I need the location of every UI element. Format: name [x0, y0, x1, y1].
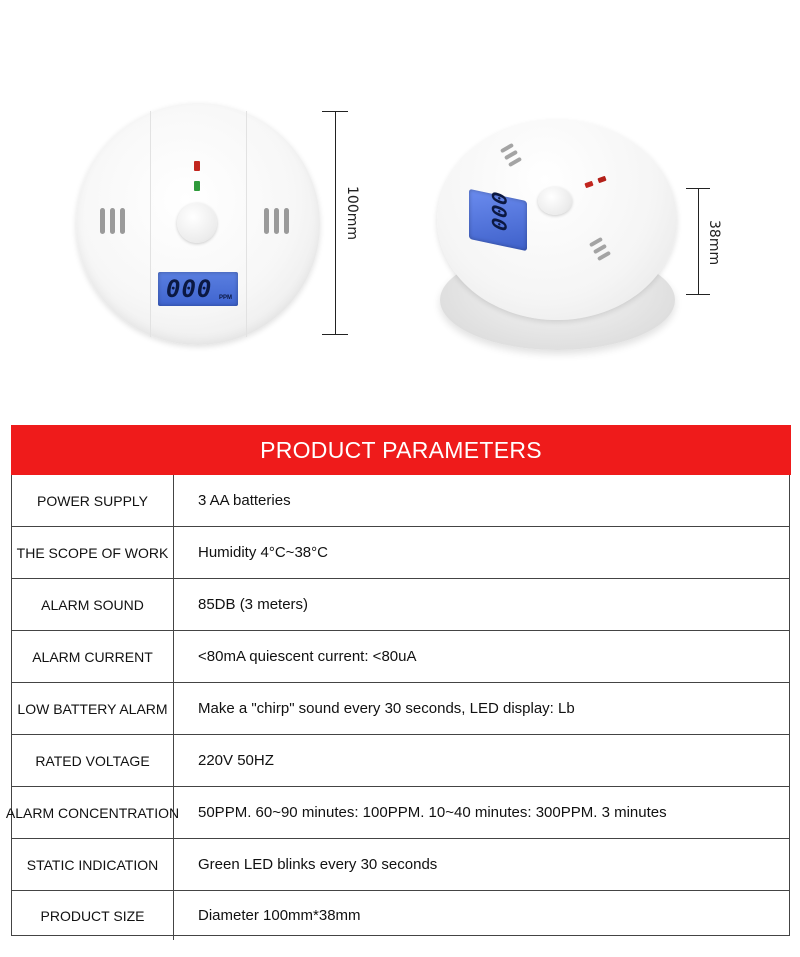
vent-slots-right — [264, 208, 289, 234]
param-value: 220V 50HZ — [198, 752, 274, 769]
lcd-display — [158, 272, 238, 306]
table-row — [12, 735, 789, 787]
red-led-icon — [194, 161, 200, 171]
param-value: 85DB (3 meters) — [198, 596, 309, 613]
test-button-side — [538, 187, 572, 215]
param-value: Diameter 100mm*38mm — [198, 907, 361, 924]
green-led-icon — [194, 181, 200, 191]
param-label: POWER SUPPLY — [12, 475, 174, 526]
lcd-digits: 000 — [166, 275, 213, 303]
params-title: PRODUCT PARAMETERS — [260, 436, 542, 463]
vent-slots-left — [100, 208, 125, 234]
table-row — [12, 527, 789, 579]
params-header — [11, 425, 791, 475]
param-value: 50PPM. 60~90 minutes: 100PPM. 10~40 minutes: 300PPM. 3 minutes — [198, 804, 667, 821]
param-label: STATIC INDICATION — [12, 839, 174, 890]
param-label: PRODUCT SIZE — [12, 891, 174, 940]
param-value: Green LED blinks every 30 seconds — [198, 856, 438, 873]
housing-seam — [150, 111, 151, 337]
test-button — [177, 203, 217, 243]
param-label: LOW BATTERY ALARM — [12, 683, 174, 734]
table-row — [12, 579, 789, 631]
table-row — [12, 891, 789, 940]
param-value: Make a "chirp" sound every 30 seconds, LED display: Lb — [198, 700, 575, 717]
param-label: ALARM SOUND — [12, 579, 174, 630]
table-row — [5, 787, 789, 839]
table-row — [12, 839, 789, 891]
housing-seam — [246, 111, 247, 337]
param-label: THE SCOPE OF WORK — [12, 527, 174, 578]
dimension-label-height: 38mm — [706, 220, 722, 266]
lcd-unit: PPM — [218, 295, 232, 301]
lcd-digits-side: 000 — [487, 189, 511, 234]
dimension-bar — [698, 188, 699, 295]
table-row — [12, 631, 789, 683]
param-label: ALARM CONCENTRATION — [12, 787, 174, 838]
param-label: RATED VOLTAGE — [12, 735, 174, 786]
param-value: 3 AA batteries — [198, 492, 291, 509]
table-row — [12, 475, 789, 527]
dimension-bar — [335, 111, 336, 335]
dimension-label-diameter: 100mm — [344, 186, 360, 240]
product-image-area — [0, 0, 800, 420]
params-table — [5, 475, 790, 936]
param-value: Humidity 4°C~38°C — [198, 544, 328, 561]
table-row — [12, 683, 789, 735]
detector-front-view — [76, 103, 320, 345]
param-value: <80mA quiescent current: <80uA — [198, 648, 417, 665]
param-label: ALARM CURRENT — [12, 631, 174, 682]
detector-side-view — [435, 110, 690, 355]
dimension-tick — [686, 294, 710, 295]
dimension-tick — [322, 334, 348, 335]
